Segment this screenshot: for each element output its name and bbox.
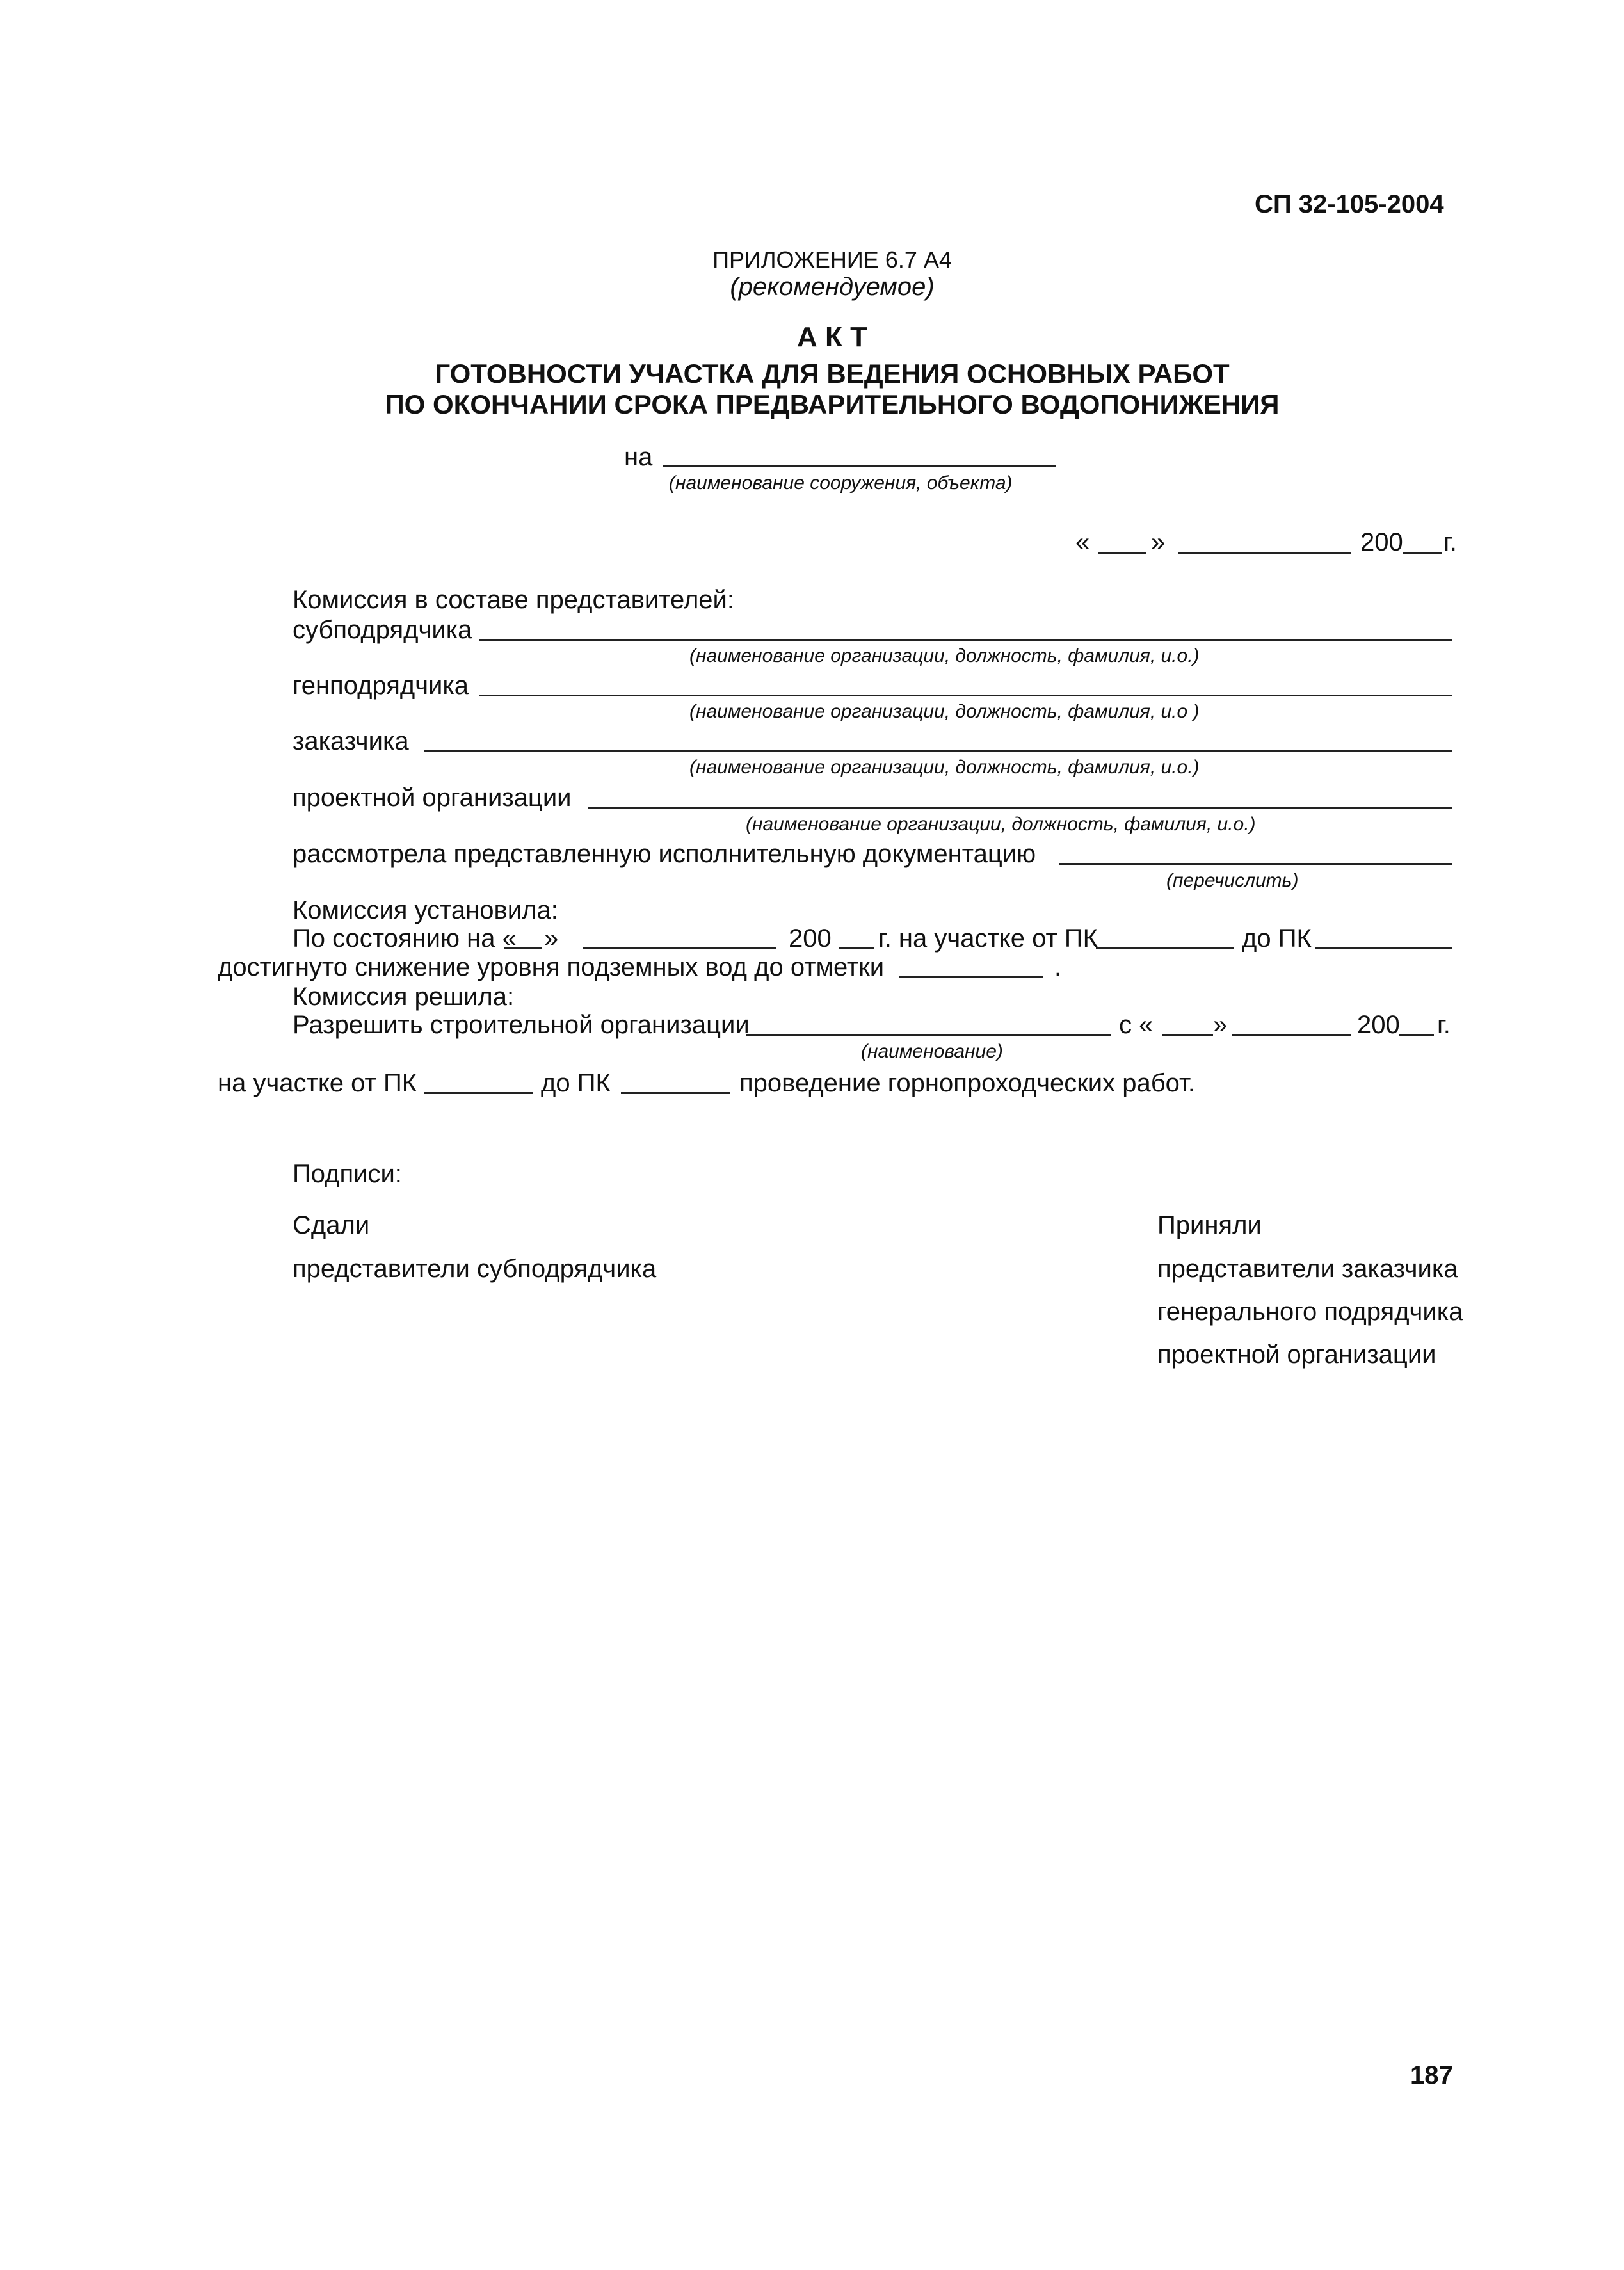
level-mark-field[interactable] bbox=[899, 976, 1043, 978]
state-section-text: г. на участке от ПК bbox=[878, 924, 1098, 953]
section-prefix: на участке от ПК bbox=[218, 1069, 417, 1097]
section-pk-to-field[interactable] bbox=[621, 1092, 730, 1094]
state-year: 200 bbox=[789, 924, 832, 953]
state-quote-close: » bbox=[544, 924, 559, 953]
permit-year-suffix: г. bbox=[1437, 1011, 1451, 1039]
state-year-field[interactable] bbox=[839, 947, 874, 949]
level-text: достигнуто снижение уровня подземных вод до отметки bbox=[218, 953, 885, 981]
level-end: . bbox=[1054, 953, 1062, 981]
act-title-line2: ПО ОКОНЧАНИИ СРОКА ПРЕДВАРИТЕЛЬНОГО ВОДОПОНИЖЕНИЯ bbox=[385, 389, 1280, 419]
signatures-right-item: генерального подрядчика bbox=[1157, 1298, 1463, 1326]
state-pk-from-field[interactable] bbox=[1096, 947, 1234, 949]
signatures-right-item: проектной организации bbox=[1157, 1340, 1436, 1369]
member-label-general-contractor: генподрядчика bbox=[293, 672, 469, 700]
member-field-general-contractor[interactable] bbox=[479, 695, 1452, 696]
member-label-customer: заказчика bbox=[293, 727, 409, 755]
member-caption-general-contractor: (наименование организации, должность, фамилия, и.о ) bbox=[689, 701, 1200, 722]
object-prefix: на bbox=[624, 443, 653, 471]
signatures-left-item: представители субподрядчика bbox=[293, 1255, 657, 1283]
date-year-field[interactable] bbox=[1403, 552, 1442, 554]
permit-quote-close: » bbox=[1213, 1011, 1228, 1039]
date-year-suffix: г. bbox=[1443, 528, 1457, 556]
permit-text: Разрешить строительной организации bbox=[293, 1011, 750, 1039]
appendix-status: (рекомендуемое) bbox=[730, 273, 935, 301]
state-pk-to-field[interactable] bbox=[1315, 947, 1452, 949]
permit-from-text: с « bbox=[1119, 1011, 1154, 1039]
object-name-field[interactable] bbox=[663, 465, 1056, 467]
section-pk-from-field[interactable] bbox=[424, 1092, 533, 1094]
member-label-design-org: проектной организации bbox=[293, 784, 572, 812]
act-label: А К Т bbox=[797, 321, 867, 353]
signatures-heading: Подписи: bbox=[293, 1160, 402, 1188]
date-month-field[interactable] bbox=[1178, 552, 1351, 554]
member-field-customer[interactable] bbox=[424, 750, 1452, 752]
commission-intro: Комиссия в составе представителей: bbox=[293, 586, 734, 614]
date-close-quote: » bbox=[1151, 528, 1166, 556]
date-year: 200 bbox=[1360, 528, 1403, 556]
permit-year-field[interactable] bbox=[1399, 1034, 1434, 1036]
member-label-subcontractor: субподрядчика bbox=[293, 616, 472, 644]
member-caption-subcontractor: (наименование организации, должность, фамилия, и.о.) bbox=[689, 645, 1200, 666]
permit-year: 200 bbox=[1357, 1011, 1400, 1039]
decided-heading: Комиссия решила: bbox=[293, 983, 515, 1011]
signatures-right-item: представители заказчика bbox=[1157, 1255, 1458, 1283]
permit-org-field[interactable] bbox=[746, 1034, 1111, 1036]
established-heading: Комиссия установила: bbox=[293, 896, 558, 924]
state-month-field[interactable] bbox=[583, 947, 776, 949]
permit-day-field[interactable] bbox=[1162, 1034, 1213, 1036]
state-prefix: По состоянию на « bbox=[293, 924, 517, 953]
section-to-pk-text: до ПК bbox=[541, 1069, 611, 1097]
member-field-subcontractor[interactable] bbox=[479, 639, 1452, 641]
reviewed-text: рассмотрела представленную исполнительную документацию bbox=[293, 840, 1036, 868]
state-day-field[interactable] bbox=[504, 947, 542, 949]
member-caption-design-org: (наименование организации, должность, фамилия, и.о.) bbox=[746, 814, 1256, 835]
signatures-right-title: Приняли bbox=[1157, 1211, 1262, 1239]
permit-month-field[interactable] bbox=[1232, 1034, 1351, 1036]
object-caption: (наименование сооружения, объекта) bbox=[669, 472, 1013, 494]
reviewed-caption: (перечислить) bbox=[1166, 870, 1299, 891]
work-text: проведение горнопроходческих работ. bbox=[739, 1069, 1196, 1097]
page-number: 187 bbox=[1410, 2061, 1453, 2089]
date-day-field[interactable] bbox=[1098, 552, 1146, 554]
document-code: СП 32-105-2004 bbox=[1255, 190, 1444, 218]
appendix-title: ПРИЛОЖЕНИЕ 6.7 А4 bbox=[712, 246, 952, 273]
reviewed-docs-field[interactable] bbox=[1059, 863, 1452, 865]
state-to-pk-text: до ПК bbox=[1242, 924, 1312, 953]
member-caption-customer: (наименование организации, должность, фамилия, и.о.) bbox=[689, 757, 1200, 778]
member-field-design-org[interactable] bbox=[588, 807, 1452, 809]
act-title-line1: ГОТОВНОСТИ УЧАСТКА ДЛЯ ВЕДЕНИЯ ОСНОВНЫХ РАБОТ bbox=[435, 358, 1230, 389]
permit-name-caption: (наименование) bbox=[861, 1041, 1003, 1062]
signatures-left-title: Сдали bbox=[293, 1211, 370, 1239]
date-open-quote: « bbox=[1075, 528, 1090, 556]
